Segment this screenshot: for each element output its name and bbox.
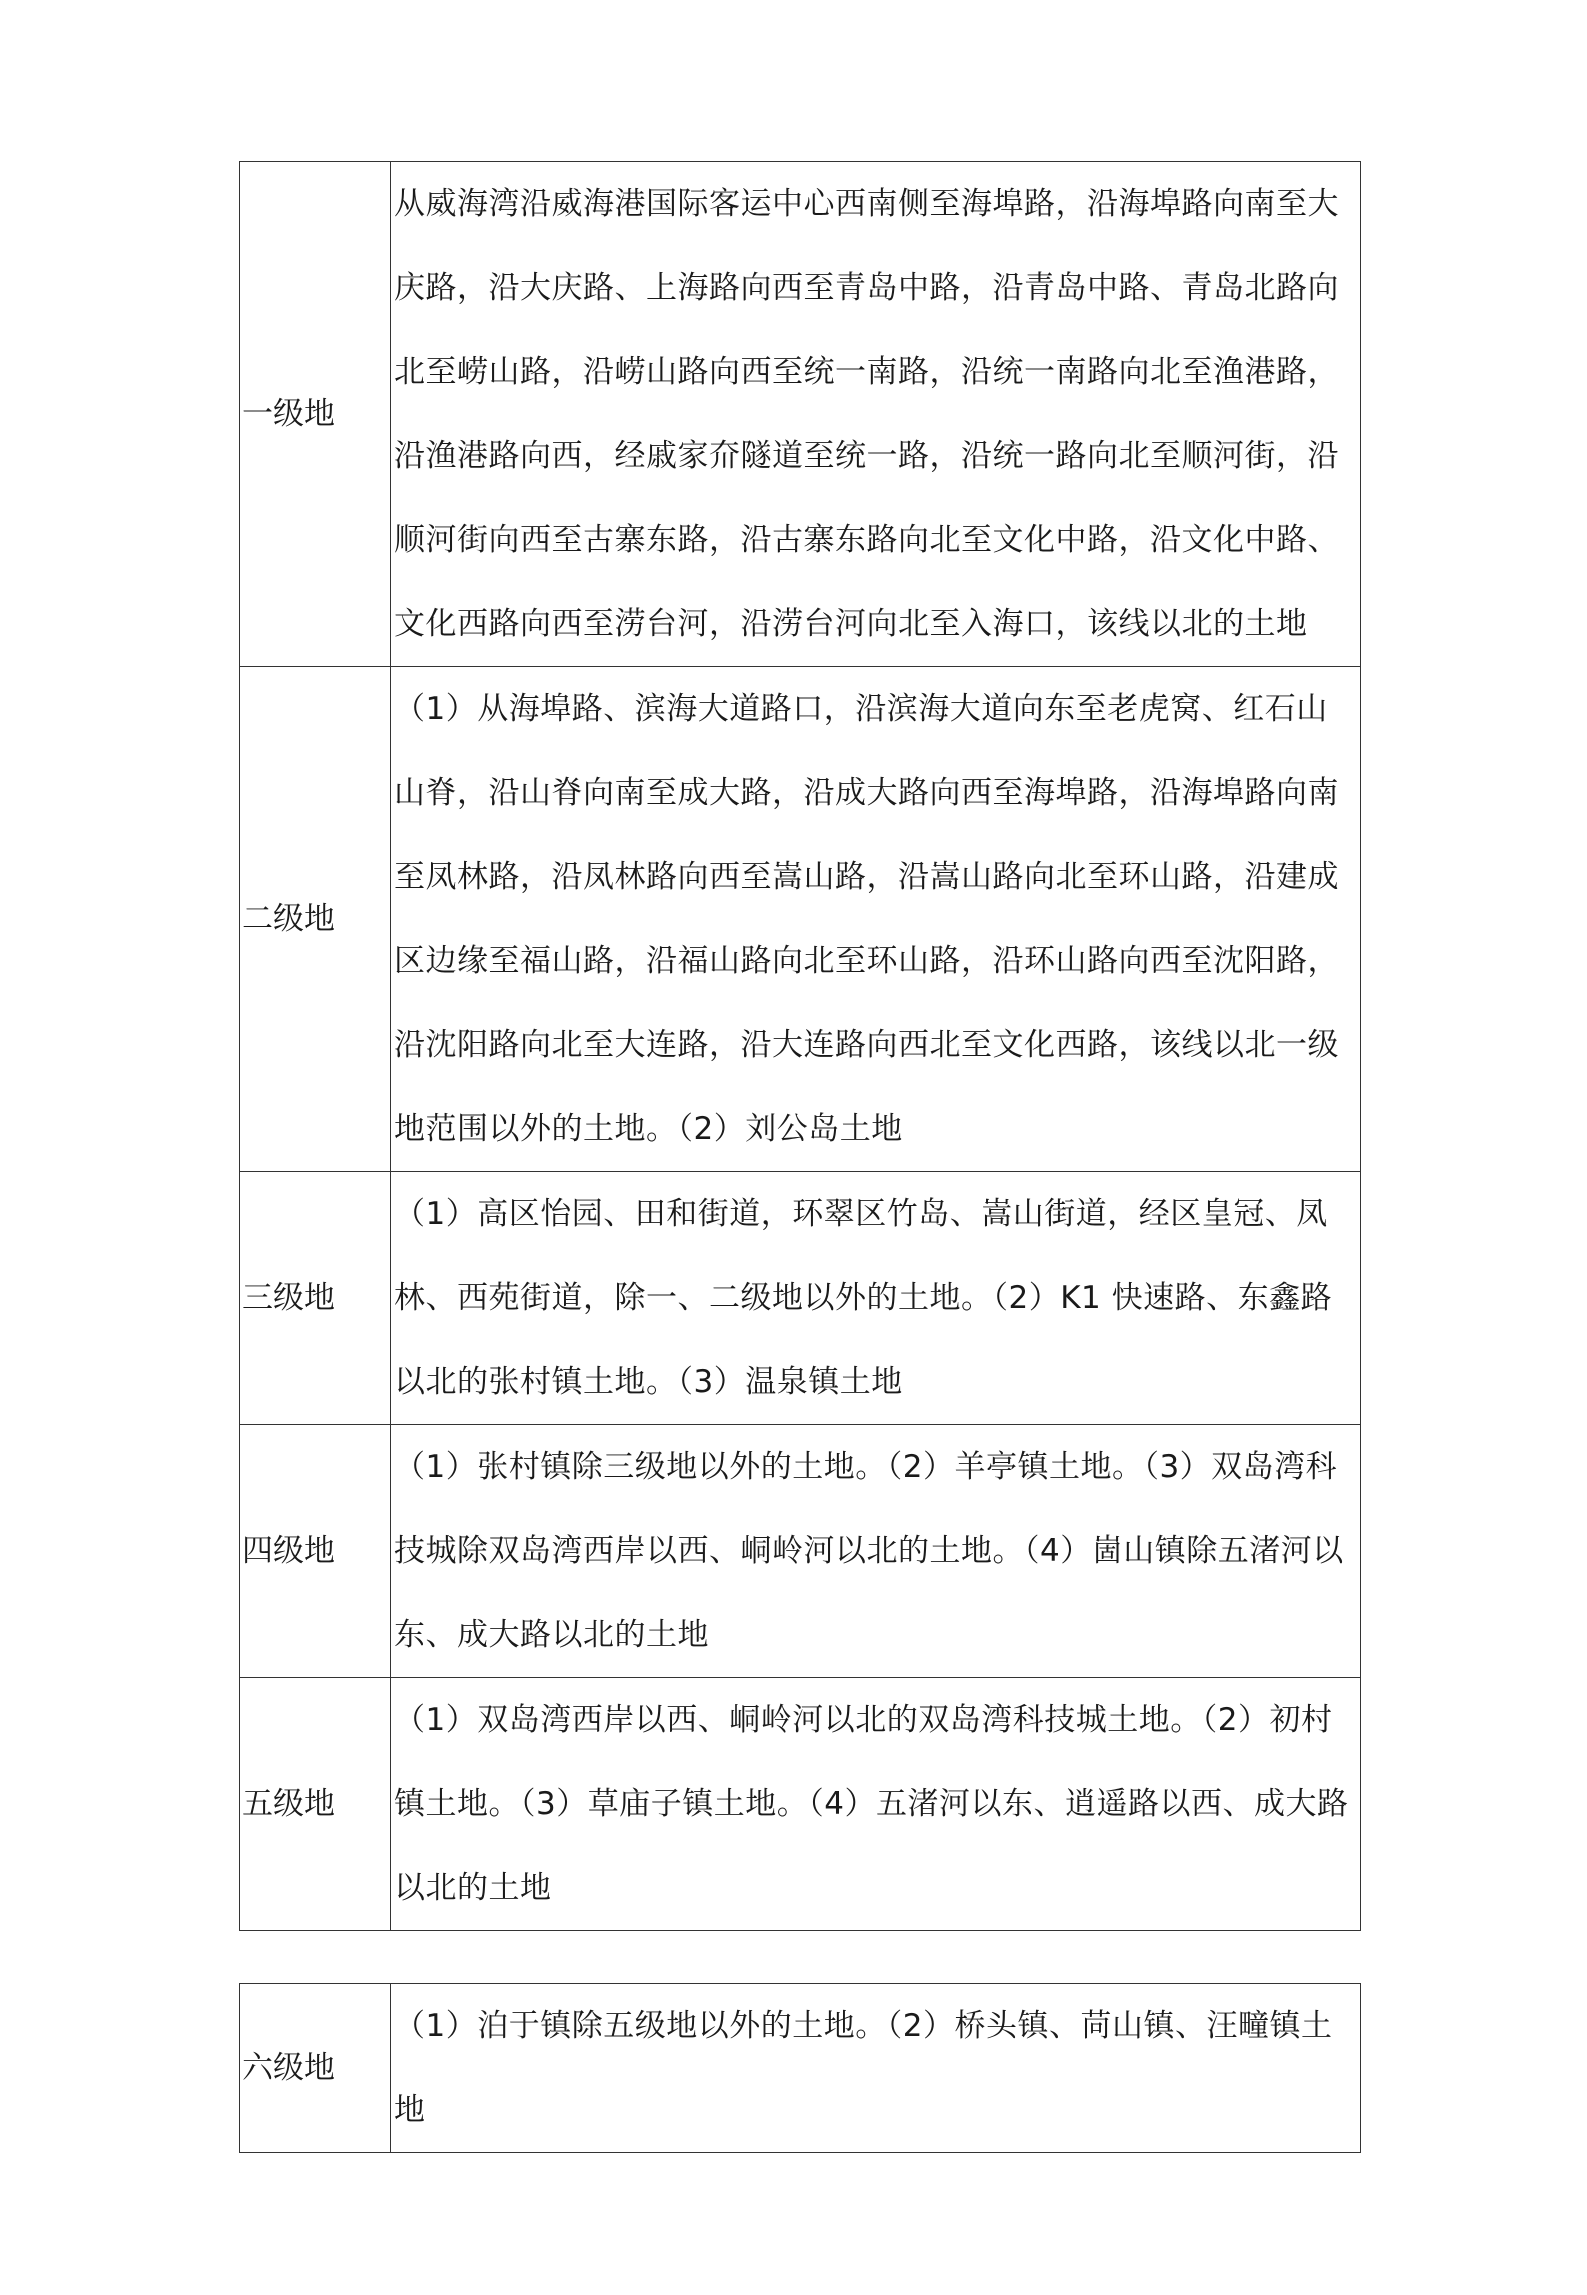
grade-cell: 二级地 bbox=[240, 667, 391, 1172]
table-row bbox=[240, 1425, 1361, 1678]
description-cell: （1）高区怡园、田和街道，环翠区竹岛、嵩山街道，经区皇冠、凤林、西苑街道，除一、二级地以外的土地。（2）K1 快速路、东鑫路以北的张村镇土地。（3）温泉镇土地 bbox=[391, 1172, 1361, 1425]
description-cell: （1）双岛湾西岸以西、峒岭河以北的双岛湾科技城土地。（2）初村镇土地。（3）草庙子镇土地。（4）五渚河以东、逍遥路以西、成大路以北的土地 bbox=[391, 1678, 1361, 1931]
table-row bbox=[240, 1678, 1361, 1931]
table-row bbox=[240, 667, 1361, 1172]
description-cell: （1）从海埠路、滨海大道路口，沿滨海大道向东至老虎窝、红石山山脊，沿山脊向南至成大路，沿成大路向西至海埠路，沿海埠路向南至凤林路，沿凤林路向西至嵩山路，沿嵩山路向北至环山路，沿建成区边缘至福山路，沿福山路向北至环山路，沿环山路向西至沈阳路，沿沈阳路向北至大连路，沿大连路向西北至文化西路，该线以北一级地范围以外的土地。（2）刘公岛土地 bbox=[391, 667, 1361, 1172]
land-grade-table-continued bbox=[239, 1983, 1361, 2153]
table-row bbox=[240, 162, 1361, 667]
land-grade-table bbox=[239, 161, 1361, 1931]
grade-cell: 三级地 bbox=[240, 1172, 391, 1425]
grade-cell: 四级地 bbox=[240, 1425, 391, 1678]
grade-cell: 五级地 bbox=[240, 1678, 391, 1931]
table-row bbox=[240, 1172, 1361, 1425]
description-cell: （1）泊于镇除五级地以外的土地。（2）桥头镇、苘山镇、汪疃镇土地 bbox=[391, 1984, 1361, 2153]
grade-cell: 六级地 bbox=[240, 1984, 391, 2153]
description-cell: （1）张村镇除三级地以外的土地。（2）羊亭镇土地。（3）双岛湾科技城除双岛湾西岸以西、峒岭河以北的土地。（4）崮山镇除五渚河以东、成大路以北的土地 bbox=[391, 1425, 1361, 1678]
grade-cell: 一级地 bbox=[240, 162, 391, 667]
table-row bbox=[240, 1984, 1361, 2153]
description-cell: 从威海湾沿威海港国际客运中心西南侧至海埠路，沿海埠路向南至大庆路，沿大庆路、上海路向西至青岛中路，沿青岛中路、青岛北路向北至崂山路，沿崂山路向西至统一南路，沿统一南路向北至渔港路，沿渔港路向西，经戚家夼隧道至统一路，沿统一路向北至顺河街，沿顺河街向西至古寨东路，沿古寨东路向北至文化中路，沿文化中路、文化西路向西至涝台河，沿涝台河向北至入海口，该线以北的土地 bbox=[391, 162, 1361, 667]
